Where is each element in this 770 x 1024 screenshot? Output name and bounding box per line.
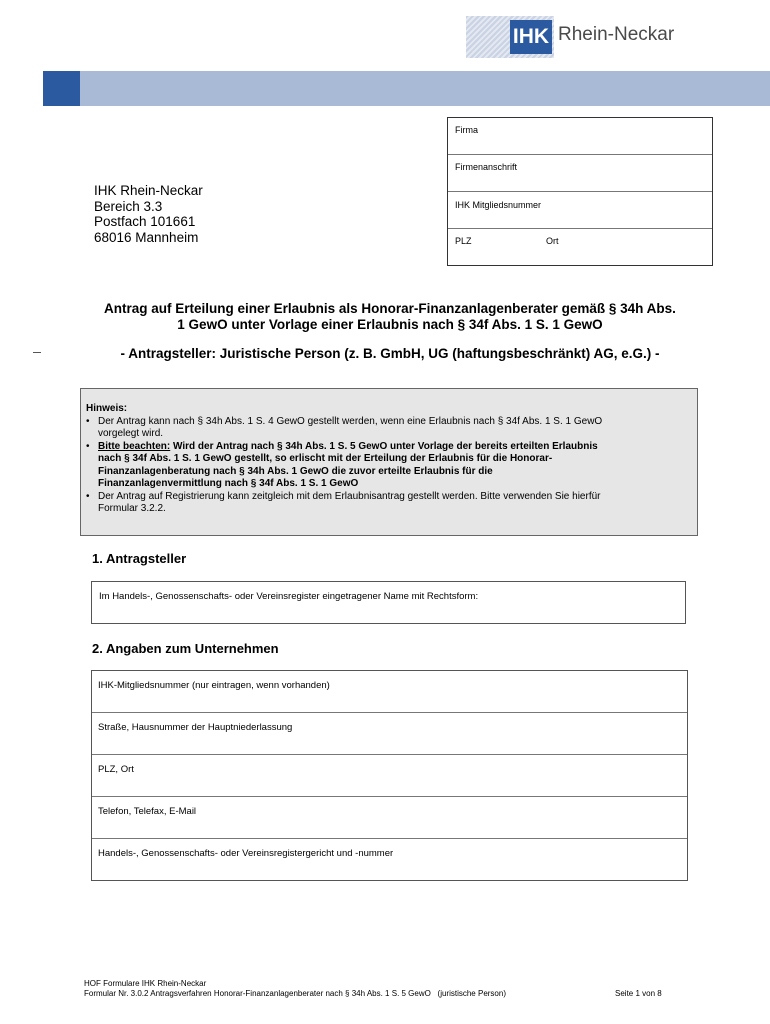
bullet-icon: • (86, 440, 90, 452)
company-fields (91, 670, 688, 881)
ihk-logo (466, 16, 675, 58)
ort-label: Ort (546, 236, 559, 246)
hint-text-bold (98, 441, 689, 454)
hint-text: Formular 3.2.2. (98, 503, 166, 514)
hint-item (86, 491, 689, 516)
hint-warning-label: Bitte beachten: (98, 440, 171, 452)
logo-name: Rhein-Neckar (558, 24, 675, 45)
margin-mark (33, 352, 41, 353)
name-rechtsform-field[interactable] (91, 581, 686, 624)
hint-item (86, 441, 689, 491)
field-label: PLZ, Ort (98, 764, 134, 775)
name-rechtsform-label: Im Handels-, Genossenschafts- oder Vereinsregister eingetragener Name mit Rechtsform: (99, 591, 479, 602)
field-label: Handels-, Genossenschafts- oder Vereinsregistergericht und -nummer (98, 848, 394, 859)
footer (84, 979, 506, 999)
hint-text: vorgelegt wird. (98, 428, 164, 439)
hint-text: nach § 34f Abs. 1 S. 1 GewO gestellt, so erlischt mit der Erteilung der Erlaubnis für die Honorar- (98, 453, 553, 464)
strasse-input[interactable] (92, 713, 687, 755)
footer-line: HOF Formulare IHK Rhein-Neckar (84, 979, 207, 988)
hint-text: Wird der Antrag nach § 34h Abs. 1 S. 5 GewO unter Vorlage der bereits erteilten Erlaubnis (170, 440, 598, 452)
field-label: Straße, Hausnummer der Hauptniederlassung (98, 722, 293, 733)
section-heading-unternehmen: 2. Angaben zum Unternehmen (92, 641, 279, 656)
title-line: Antrag auf Erteilung einer Erlaubnis als Honorar-Finanzanlagenberater gemäß § 34h Abs. (104, 301, 676, 316)
page-number: Seite 1 von 8 (615, 989, 662, 998)
hint-text: Finanzanlagenvermittlung nach § 34f Abs. 1 S. 1 GewO (98, 478, 359, 489)
address-line: Postfach 101661 (94, 214, 196, 229)
hint-text: Finanzanlagenberatung nach § 34h Abs. 1 GewO die zuvor erteilte Erlaubnis für die (98, 465, 493, 477)
bullet-icon: • (86, 415, 90, 427)
plz-label: PLZ (455, 236, 472, 246)
hint-box (80, 388, 698, 536)
address-line: 68016 Mannheim (94, 229, 199, 245)
document-subtitle: - Antragsteller: Juristische Person (z. B. GmbH, UG (haftungsbeschränkt) AG, e.G.) - (120, 346, 660, 361)
address-line: Bereich 3.3 (94, 198, 163, 214)
firmenanschrift-field[interactable] (448, 155, 712, 192)
hint-title: Hinweis: (86, 403, 128, 414)
register-input[interactable] (92, 839, 687, 881)
plz-ort-field[interactable] (448, 229, 712, 266)
mitgliedsnummer-label: IHK Mitgliedsnummer (455, 200, 542, 210)
hint-text: Der Antrag kann nach § 34h Abs. 1 S. 4 GewO gestellt werden, wenn eine Erlaubnis nach § 34f Abs. 1 S. 1 GewO (98, 415, 603, 427)
mitgliedsnummer-input[interactable] (92, 671, 687, 713)
address-line: IHK Rhein-Neckar (94, 183, 203, 198)
title-line: 1 GewO unter Vorlage einer Erlaubnis nach § 34f Abs. 1 S. 1 GewO (177, 317, 603, 332)
document-title (60, 301, 720, 333)
field-label: Telefon, Telefax, E-Mail (98, 806, 197, 817)
plz-ort-input[interactable] (92, 755, 687, 797)
section-heading-antragsteller: 1. Antragsteller (92, 551, 187, 566)
recipient-address (94, 183, 203, 245)
logo-ihk-mark: IHK (510, 20, 552, 54)
firmenanschrift-label: Firmenanschrift (455, 162, 518, 172)
field-label: IHK-Mitgliedsnummer (nur eintragen, wenn vorhanden) (98, 680, 330, 691)
bullet-icon: • (86, 490, 90, 502)
kontakt-input[interactable] (92, 797, 687, 839)
header-bar (80, 71, 770, 106)
sender-box (447, 117, 713, 266)
firma-field[interactable] (448, 118, 712, 155)
mitgliedsnummer-field[interactable] (448, 192, 712, 229)
hint-text: Der Antrag auf Registrierung kann zeitgleich mit dem Erlaubnisantrag gestellt werden. Bitte verwenden Sie hierfür (98, 490, 601, 502)
header-bar-accent (43, 71, 80, 106)
firma-label: Firma (455, 125, 478, 135)
hint-item (86, 416, 689, 441)
footer-line: Formular Nr. 3.0.2 Antragsverfahren Honorar-Finanzanlagenberater nach § 34h Abs. 1 S. 5 GewO (juristische Person) (84, 989, 506, 998)
